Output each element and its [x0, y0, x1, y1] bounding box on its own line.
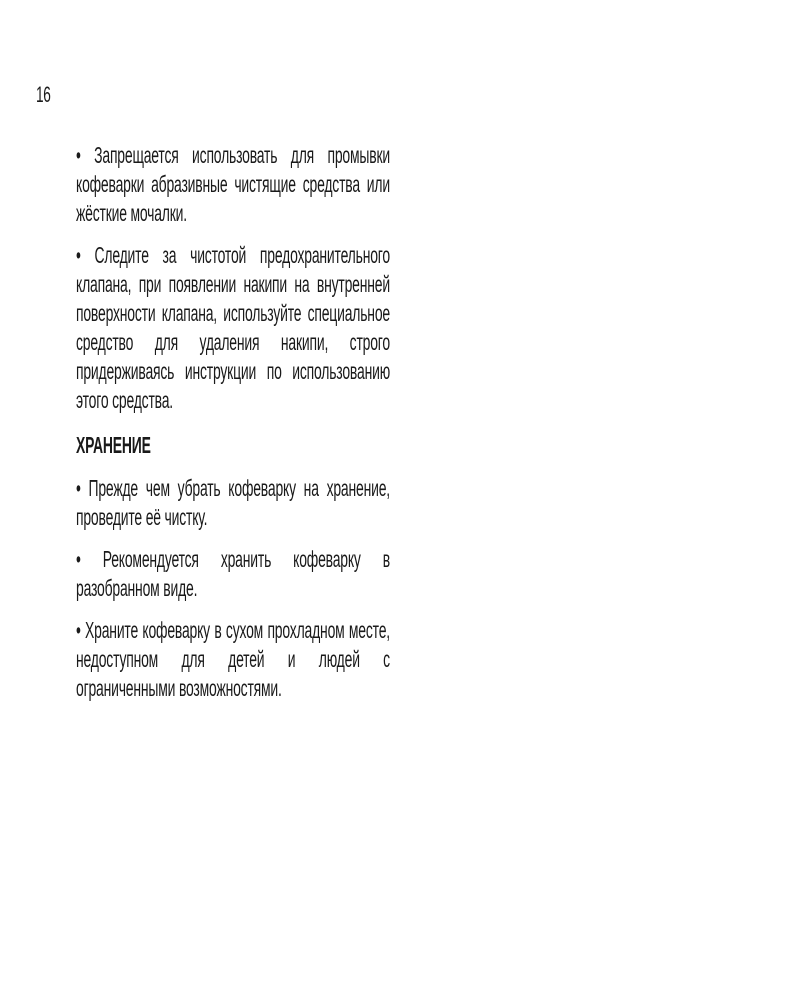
storage-item-disassembled	[76, 545, 390, 603]
storage-item-dry-place	[76, 616, 390, 703]
paragraph-text: • Храните кофеварку в сухом прохладном месте, недоступном для детей и людей с ограниченными возможностями.	[76, 617, 390, 701]
heading-text: ХРАНЕНИЕ	[76, 432, 151, 458]
page-number: 16	[36, 82, 51, 107]
paragraph-text: • Рекомендуется хранить кофеварку в разобранном виде.	[76, 546, 390, 601]
paragraph-text: • Прежде чем убрать кофеварку на хранение, проведите её чистку.	[76, 475, 390, 530]
paragraph-text: • Следите за чистотой предохранительного клапана, при появлении накипи на внутренней поверхности клапана, используйте специальное средство для удаления накипи, строго придерживаясь инструкции по использованию этого средства.	[76, 242, 390, 413]
storage-item-clean-before	[76, 474, 390, 532]
cleaning-item-safety-valve	[76, 241, 390, 415]
paragraph-text: • Запрещается использовать для промывки кофеварки абразивные чистящие средства или жёсткие мочалки.	[76, 142, 390, 226]
manual-text-column	[76, 141, 390, 716]
cleaning-item-abrasives	[76, 141, 390, 228]
section-heading-storage	[76, 431, 390, 460]
